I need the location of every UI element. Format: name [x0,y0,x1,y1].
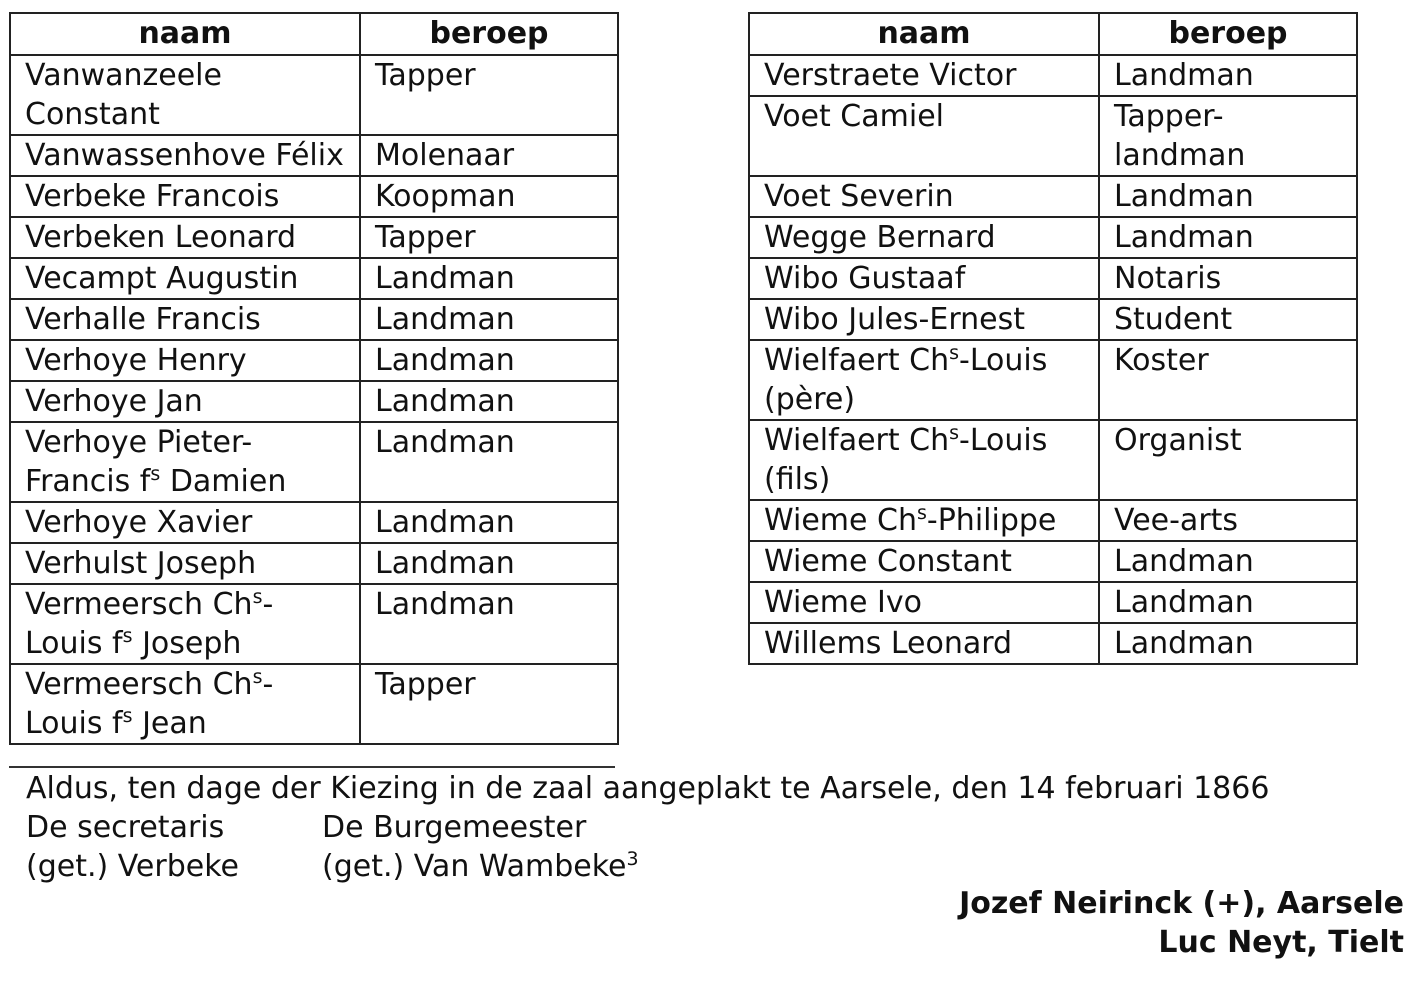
occupation-cell: Landman [360,299,618,340]
mayor-title: De Burgemeester [322,810,587,845]
table-row [749,55,1357,96]
occupation-cell: Landman [1099,176,1357,217]
header-row [749,13,1357,55]
table-row [10,340,618,381]
table-row [10,422,618,502]
name-cell: Verhalle Francis [10,299,360,340]
column-header-beroep: beroep [360,13,618,55]
name-cell: Verhulst Joseph [10,543,360,584]
occupation-cell: Landman [1099,55,1357,96]
occupation-cell: Molenaar [360,135,618,176]
name-cell: Verhoye Xavier [10,502,360,543]
table-row [749,623,1357,664]
occupation-cell: Landman [1099,541,1357,582]
occupation-cell: Vee-arts [1099,500,1357,541]
table-row [749,96,1357,176]
name-cell: Vecampt Augustin [10,258,360,299]
table-row [749,299,1357,340]
occupation-cell: Koster [1099,340,1357,420]
name-cell: Vanwassenhove Félix [10,135,360,176]
table-row [10,664,618,744]
table-row [749,217,1357,258]
name-cell: Verhoye Henry [10,340,360,381]
table-row [749,541,1357,582]
occupation-cell: Student [1099,299,1357,340]
voters-table-left [9,12,619,745]
name-cell: Vanwanzeele Constant [10,55,360,135]
mayor-name: (get.) Van Wambeke [322,849,627,884]
header-row [10,13,618,55]
occupation-cell: Tapper [360,664,618,744]
table-row [10,584,618,664]
author-line: Jozef Neirinck (+), Aarsele [959,886,1404,921]
name-cell: Voet Severin [749,176,1099,217]
table-row [749,340,1357,420]
name-cell: Verhoye Pieter- Francis $f^s$ Damien [10,422,360,502]
occupation-cell: Landman [360,422,618,502]
secretary-name: (get.) Verbeke [26,849,239,884]
table-row [10,55,618,135]
column-header-naam: naam [749,13,1099,55]
occupation-cell: Landman [360,340,618,381]
occupation-cell: Notaris [1099,258,1357,299]
name-cell: Wibo Gustaaf [749,258,1099,299]
occupation-cell: Landman [360,543,618,584]
column-header-naam: naam [10,13,360,55]
footer-divider [9,766,615,768]
table-row [749,258,1357,299]
table-row [10,258,618,299]
occupation-cell: Landman [1099,582,1357,623]
name-cell: Voet Camiel [749,96,1099,176]
name-cell: Verhoye Jan [10,381,360,422]
secretary-title: De secretaris [26,810,225,845]
occupation-cell: Tapper [360,55,618,135]
author-line: Luc Neyt, Tielt [1158,925,1404,960]
occupation-cell: Tapper- landman [1099,96,1357,176]
name-cell: Wieme Ch$^s$-Philippe [749,500,1099,541]
name-cell: Wielfaert Ch$^s$-Louis (père) [749,340,1099,420]
occupation-cell: Tapper [360,217,618,258]
column-header-beroep: beroep [1099,13,1357,55]
occupation-cell: Landman [1099,217,1357,258]
mayor-signature [322,847,639,886]
name-cell: Willems Leonard [749,623,1099,664]
footer-statement: Aldus, ten dage der Kiezing in de zaal aangeplakt te Aarsele, den 14 februari 1866 [26,771,1270,806]
table-row [10,543,618,584]
table-row [749,500,1357,541]
table-row [10,502,618,543]
occupation-cell: Landman [360,584,618,664]
name-cell: Vermeersch Ch$^s$- Louis $f^s$ Joseph [10,584,360,664]
table-row [749,582,1357,623]
table-row [10,135,618,176]
table-row [749,420,1357,500]
name-cell: Verbeken Leonard [10,217,360,258]
table-row [10,217,618,258]
name-cell: Wegge Bernard [749,217,1099,258]
occupation-cell: Landman [360,381,618,422]
occupation-cell: Koopman [360,176,618,217]
name-cell: Verstraete Victor [749,55,1099,96]
table-row [10,381,618,422]
table-row [749,176,1357,217]
table-row [10,299,618,340]
occupation-cell: Landman [1099,623,1357,664]
name-cell: Wieme Constant [749,541,1099,582]
occupation-cell: Landman [360,258,618,299]
name-cell: Verbeke Francois [10,176,360,217]
footnote-marker: 3 [626,848,639,870]
occupation-cell: Organist [1099,420,1357,500]
name-cell: Wielfaert Ch$^s$-Louis (fils) [749,420,1099,500]
voters-table-right [748,12,1358,665]
name-cell: Vermeersch Ch$^s$- Louis $f^s$ Jean [10,664,360,744]
table-row [10,176,618,217]
name-cell: Wieme Ivo [749,582,1099,623]
occupation-cell: Landman [360,502,618,543]
name-cell: Wibo Jules-Ernest [749,299,1099,340]
